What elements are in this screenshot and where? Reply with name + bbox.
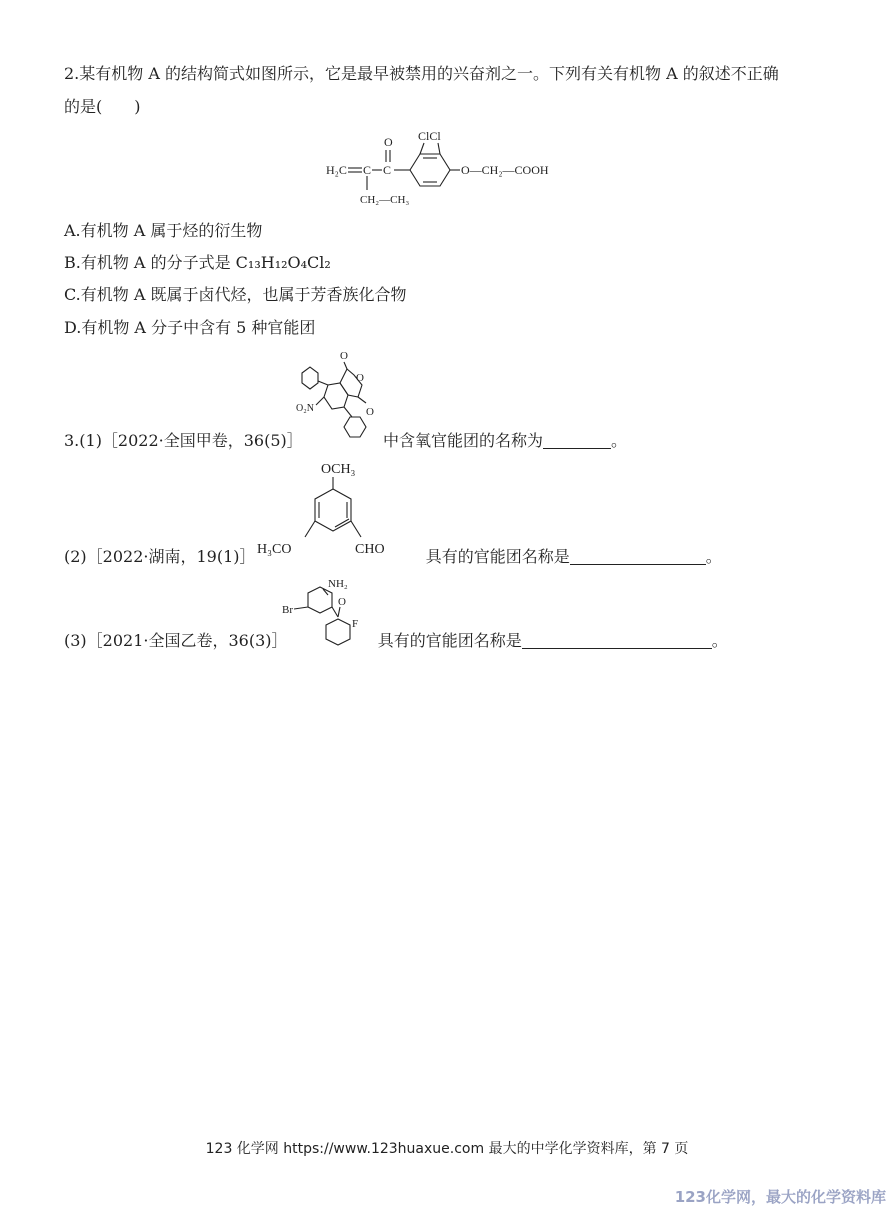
q3-2-end: 。 (705, 547, 722, 566)
q2-stem-line1: 2.某有机物 A 的结构简式如图所示，它是最早被禁用的兴奋剂之一。下列有关有机物 A 的叙述不正确 (64, 64, 779, 83)
q3-2-left-group: H₃CO (257, 542, 292, 557)
q3-1-lactone-o: O (340, 350, 348, 362)
q2-option-b-prefix: B.有机物 A 的分子式是 (64, 253, 236, 272)
q3-2-label: (2)［2022·湖南，19(1)］ (64, 547, 256, 566)
q3-1-nitro-label: O₂N (296, 403, 314, 414)
q3-1-text: 中含氧官能团的名称为 (382, 431, 543, 450)
c2-label: C (383, 163, 392, 177)
c-label: C (363, 163, 372, 177)
dichloro-label: ClCl (418, 129, 441, 143)
q3-2-top-group: OCH₃ (321, 462, 356, 477)
site-watermark: 123化学网，最大的化学资料库 (674, 1188, 886, 1206)
q3-3-br-label: Br (282, 604, 293, 616)
q3-1-ring-o: O (356, 372, 364, 384)
q3-1-line (64, 430, 627, 452)
q3-3-nh2-label: NH₂ (328, 578, 348, 590)
page-footer: 123 化学网 https://www.123huaxue.com 最大的中学化学资料库，第 7 页 (205, 1141, 689, 1157)
compound-a-structure (320, 126, 580, 210)
q3-3-end: 。 (711, 631, 728, 650)
q3-2-line (64, 546, 722, 568)
q3-3-f-label: F (352, 618, 359, 630)
q2-stem-line2: 的是( ) (64, 97, 141, 116)
q3-3-answer-blank (522, 630, 712, 649)
q3-2-text: 具有的官能团名称是 (425, 547, 570, 566)
q3-2-right-group: CHO (355, 542, 385, 557)
q3-1-label: 3.(1)［2022·全国甲卷，36(5)］ (64, 431, 303, 450)
q3-1-answer-blank (543, 430, 611, 449)
q2-option-d: D.有机物 A 分子中含有 5 种官能团 (64, 318, 316, 337)
q2-option-b (64, 252, 331, 274)
q3-1-structure (292, 345, 382, 440)
carbonyl-o-label: O (384, 135, 393, 149)
q2-option-c: C.有机物 A 既属于卤代烃，也属于芳香族化合物 (64, 285, 407, 304)
q3-1-ketone-o: O (366, 406, 374, 418)
h2c-label: H₂C (326, 163, 347, 177)
q2-option-a: A.有机物 A 属于烃的衍生物 (64, 221, 263, 240)
q3-3-text: 具有的官能团名称是 (377, 631, 522, 650)
q3-3-line (64, 630, 728, 652)
q3-2-answer-blank (570, 546, 706, 565)
q3-1-end: 。 (610, 431, 627, 450)
q3-3-label: (3)［2021·全国乙卷，36(3)］ (64, 631, 288, 650)
q3-3-o-label: O (338, 596, 346, 608)
ethyl-label: CH₂—CH₃ (360, 194, 410, 206)
q2-option-b-formula: C₁₃H₁₂O₄Cl₂ (235, 253, 331, 272)
ether-acid-chain: O—CH₂—COOH (461, 163, 549, 177)
